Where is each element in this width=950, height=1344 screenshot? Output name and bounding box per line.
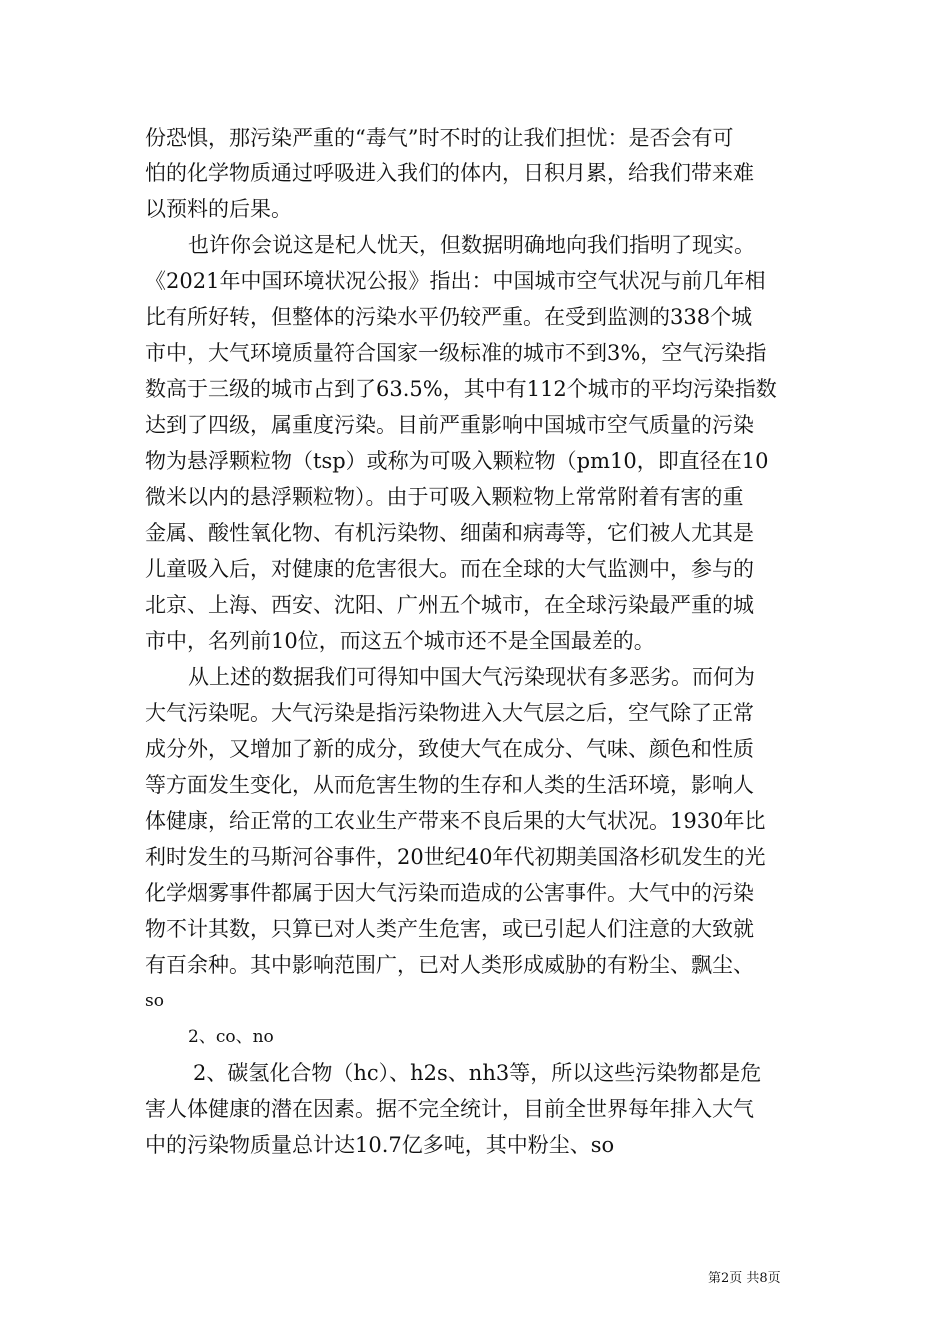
text-line: 物为悬浮颗粒物（tsp）或称为可吸入颗粒物（pm10，即直径在10 <box>145 449 769 473</box>
text-line: 害人体健康的潜在因素。据不完全统计，目前全世界每年排入大气 <box>145 1097 754 1121</box>
text-line: 体健康，给正常的工农业生产带来不良后果的大气状况。1930年比 <box>145 809 766 833</box>
text-line: 从上述的数据我们可得知中国大气污染现状有多恶劣。而何为 <box>188 665 755 689</box>
text-line: 市中，名列前10位，而这五个城市还不是全国最差的。 <box>145 629 655 653</box>
text-line: 数高于三级的城市占到了63.5%，其中有112个城市的平均污染指数 <box>145 377 777 401</box>
text-line: 成分外，又增加了新的成分，致使大气在成分、气味、颜色和性质 <box>145 737 754 761</box>
page-number: 第2页 共8页 <box>708 1271 781 1286</box>
text-line: 怕的化学物质通过呼吸进入我们的体内，日积月累，给我们带来难 <box>145 161 754 185</box>
text-line: 大气污染呢。大气污染是指污染物进入大气层之后，空气除了正常 <box>145 701 754 725</box>
text-line: 金属、酸性氧化物、有机污染物、细菌和病毒等，它们被人尤其是 <box>145 521 754 545</box>
text-line: 《2021年中国环境状况公报》指出：中国城市空气状况与前几年相 <box>145 269 766 293</box>
text-line: 以预料的后果。 <box>145 197 292 221</box>
text-line: 达到了四级，属重度污染。目前严重影响中国城市空气质量的污染 <box>145 413 754 437</box>
text-line: 化学烟雾事件都属于因大气污染而造成的公害事件。大气中的污染 <box>145 881 754 905</box>
text-line: 微米以内的悬浮颗粒物）。由于可吸入颗粒物上常常附着有害的重 <box>145 485 744 509</box>
text-line: 儿童吸入后，对健康的危害很大。而在全球的大气监测中，参与的 <box>145 557 754 581</box>
text-line: 有百余种。其中影响范围广，已对人类形成威胁的有粉尘、飘尘、 <box>145 953 754 977</box>
text-line: 2、co、no <box>188 1027 274 1047</box>
text-line: 份恐惧，那污染严重的“毒气”时不时的让我们担忧：是否会有可 <box>145 126 734 150</box>
text-line: 中的污染物质量总计达10.7亿多吨，其中粉尘、so <box>145 1133 615 1157</box>
text-line: 等方面发生变化，从而危害生物的生存和人类的生活环境，影响人 <box>145 773 754 797</box>
text-line: 也许你会说这是杞人忧天，但数据明确地向我们指明了现实。 <box>188 233 755 257</box>
text-line: 比有所好转，但整体的污染水平仍较严重。在受到监测的338个城 <box>145 305 753 329</box>
text-line: 市中，大气环境质量符合国家一级标准的城市不到3%，空气污染指 <box>145 341 767 365</box>
text-line: 2、碳氢化合物（hc）、h2s、nh3等，所以这些污染物都是危 <box>193 1061 762 1085</box>
text-line: 利时发生的马斯河谷事件，20世纪40年代初期美国洛杉矶发生的光 <box>145 845 766 869</box>
text-line: 物不计其数，只算已对人类产生危害，或已引起人们注意的大致就 <box>145 917 754 941</box>
text-line: 北京、上海、西安、沈阳、广州五个城市，在全球污染最严重的城 <box>145 593 754 617</box>
text-line: so <box>145 991 164 1011</box>
